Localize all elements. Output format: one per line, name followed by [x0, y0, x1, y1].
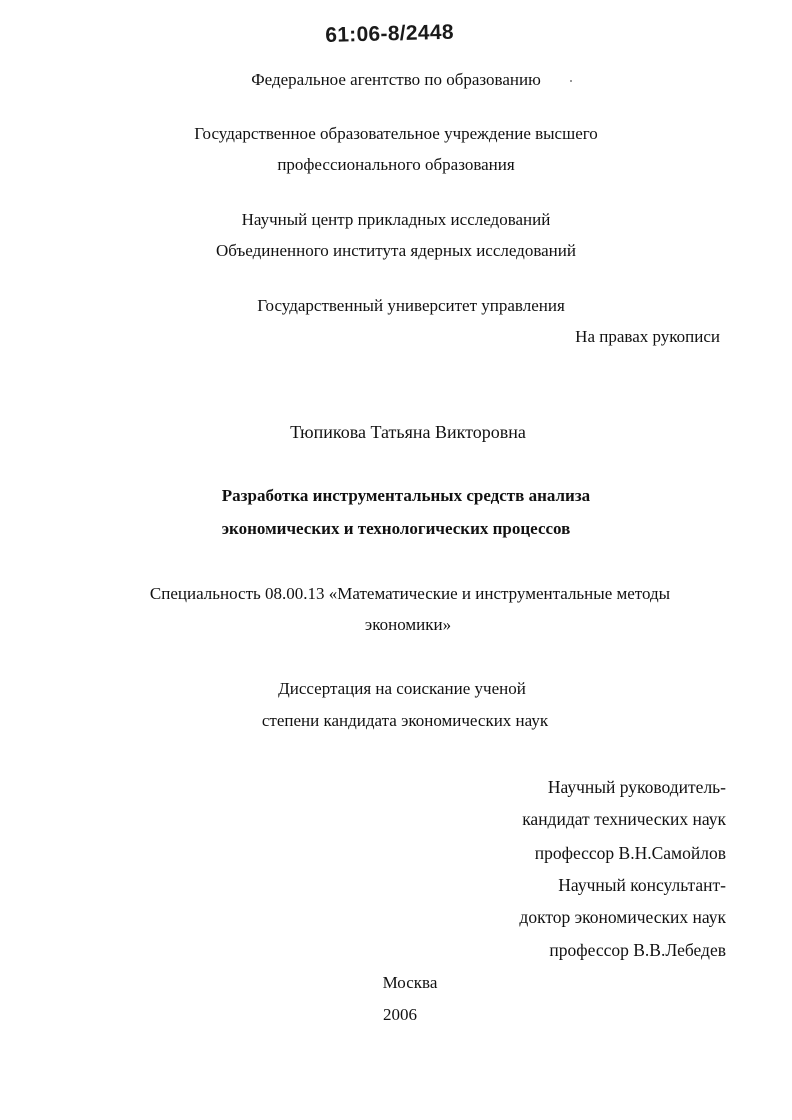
supervisor-name: профессор В.Н.Самойлов [534, 843, 726, 863]
manuscript-note: На правах рукописи [575, 327, 720, 346]
degree-line-1: Диссертация на соискание ученой [278, 679, 526, 698]
consultant-role: Научный консультант- [558, 875, 726, 895]
degree-line-2: степени кандидата экономических наук [261, 711, 549, 730]
specialty-line-1: Специальность 08.00.13 «Математические и инструментальные методы [149, 584, 671, 603]
agency-name: Федеральное агентство по образованию [251, 70, 541, 89]
dissertation-title-line-2: экономических и технологических процессов [221, 519, 571, 538]
supervisor-degree: кандидат технических наук [522, 809, 726, 829]
institution-line-1: Государственное образовательное учреждение высшего [194, 124, 598, 143]
dissertation-title-line-1: Разработка инструментальных средств анализа [221, 486, 591, 505]
archive-stamp-number: 61:06-8/2448 [325, 20, 455, 47]
consultant-degree: доктор экономических наук [519, 907, 726, 927]
author-name: Тюпикова Татьяна Викторовна [290, 422, 526, 442]
research-center-line-2: Объединенного института ядерных исследований [216, 241, 576, 260]
year: 2006 [383, 1005, 417, 1024]
university-name: Государственный университет управления [257, 296, 565, 315]
institution-line-2: профессионального образования [277, 155, 515, 174]
research-center-line-1: Научный центр прикладных исследований [241, 210, 551, 229]
specialty-line-2: экономики» [364, 615, 452, 634]
city: Москва [382, 973, 438, 992]
supervisor-role: Научный руководитель- [547, 777, 726, 797]
consultant-name: профессор В.В.Лебедев [549, 940, 726, 960]
